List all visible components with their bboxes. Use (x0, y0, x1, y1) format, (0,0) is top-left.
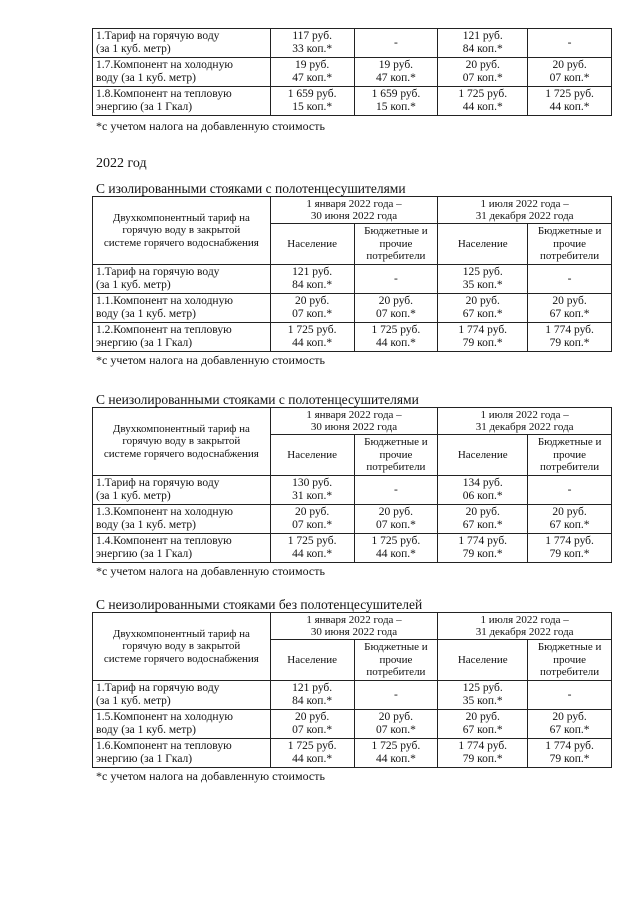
table-row (93, 710, 612, 739)
row-label: 1.8.Компонент на тепловую энергию (за 1 Гкал) (93, 87, 271, 116)
table-header-row (93, 408, 612, 435)
budget-header: Бюджетные и прочие потребители (528, 224, 612, 265)
table-row (93, 681, 612, 710)
vat-footnote: *с учетом налога на добавленную стоимость (96, 769, 325, 783)
period-header: 1 июля 2022 года – 31 декабря 2022 года (438, 408, 612, 435)
period-header: 1 января 2022 года – 30 июня 2022 года (270, 613, 438, 640)
cell-value: 1 774 руб. 79 коп.* (528, 534, 612, 563)
period-header: 1 июля 2022 года – 31 декабря 2022 года (438, 613, 612, 640)
cell-value: 125 руб. 35 коп.* (438, 265, 528, 294)
table-row (93, 323, 612, 352)
tariff-type-header: Двухкомпонентный тариф на горячую воду в закрытой системе горячего водоснабжения (93, 613, 271, 681)
cell-value: 20 руб. 67 коп.* (438, 505, 528, 534)
cell-value: 121 руб. 84 коп.* (270, 265, 354, 294)
cell-value: - (528, 476, 612, 505)
cell-value: 1 774 руб. 79 коп.* (528, 739, 612, 768)
vat-footnote: *с учетом налога на добавленную стоимость (96, 564, 325, 578)
cell-value: 1 659 руб. 15 коп.* (354, 87, 438, 116)
tariff-type-header: Двухкомпонентный тариф на горячую воду в закрытой системе горячего водоснабжения (93, 197, 271, 265)
section-title: С изолированными стояками с полотенцесушителями (96, 181, 406, 196)
budget-header: Бюджетные и прочие потребители (528, 640, 612, 681)
row-label: 1.5.Компонент на холодную воду (за 1 куб. метр) (93, 710, 271, 739)
cell-value: 1 774 руб. 79 коп.* (438, 323, 528, 352)
cell-value: 19 руб. 47 коп.* (354, 58, 438, 87)
table-header-row (93, 613, 612, 640)
cell-value: 20 руб. 07 коп.* (270, 710, 354, 739)
table-row (93, 534, 612, 563)
cell-value: 1 659 руб. 15 коп.* (270, 87, 354, 116)
cell-value: 1 725 руб. 44 коп.* (354, 739, 438, 768)
population-header: Население (438, 640, 528, 681)
tariff-table (92, 612, 612, 768)
section-title: С неизолированными стояками без полотенцесушителей (96, 597, 423, 612)
row-label: 1.6.Компонент на тепловую энергию (за 1 Гкал) (93, 739, 271, 768)
cell-value: 1 725 руб. 44 коп.* (438, 87, 528, 116)
row-label: 1.Тариф на горячую воду (за 1 куб. метр) (93, 265, 271, 294)
cell-value: - (528, 29, 612, 58)
cell-value: 1 774 руб. 79 коп.* (438, 739, 528, 768)
row-label: 1.Тариф на горячую воду (за 1 куб. метр) (93, 476, 271, 505)
cell-value: 121 руб. 84 коп.* (438, 29, 528, 58)
budget-header: Бюджетные и прочие потребители (354, 224, 438, 265)
cell-value: 20 руб. 07 коп.* (354, 710, 438, 739)
population-header: Население (438, 435, 528, 476)
year-heading: 2022 год (96, 156, 147, 171)
cell-value: 1 725 руб. 44 коп.* (354, 534, 438, 563)
row-label: 1.2.Компонент на тепловую энергию (за 1 Гкал) (93, 323, 271, 352)
row-label: 1.3.Компонент на холодную воду (за 1 куб. метр) (93, 505, 271, 534)
budget-header: Бюджетные и прочие потребители (354, 640, 438, 681)
cell-value: - (354, 476, 438, 505)
cell-value: - (354, 265, 438, 294)
row-label: 1.4.Компонент на тепловую энергию (за 1 Гкал) (93, 534, 271, 563)
population-header: Население (270, 435, 354, 476)
cell-value: 117 руб. 33 коп.* (270, 29, 354, 58)
table-row (93, 294, 612, 323)
cell-value: 20 руб. 07 коп.* (354, 294, 438, 323)
cell-value: 1 725 руб. 44 коп.* (354, 323, 438, 352)
cell-value: 1 725 руб. 44 коп.* (270, 739, 354, 768)
cell-value: 125 руб. 35 коп.* (438, 681, 528, 710)
budget-header: Бюджетные и прочие потребители (528, 435, 612, 476)
population-header: Население (438, 224, 528, 265)
cell-value: 1 725 руб. 44 коп.* (528, 87, 612, 116)
table-row (93, 739, 612, 768)
cell-value: - (354, 681, 438, 710)
tariff-table (92, 196, 612, 352)
table-header-row (93, 197, 612, 224)
vat-footnote: *с учетом налога на добавленную стоимость (96, 119, 325, 133)
row-label: 1.Тариф на горячую воду (за 1 куб. метр) (93, 29, 271, 58)
cell-value: 1 725 руб. 44 коп.* (270, 534, 354, 563)
cell-value: 1 774 руб. 79 коп.* (438, 534, 528, 563)
cell-value: - (528, 681, 612, 710)
period-header: 1 января 2022 года – 30 июня 2022 года (270, 408, 438, 435)
population-header: Население (270, 224, 354, 265)
tariff-table-continued (92, 28, 612, 116)
tariff-table (92, 407, 612, 563)
cell-value: 20 руб. 67 коп.* (438, 710, 528, 739)
row-label: 1.Тариф на горячую воду (за 1 куб. метр) (93, 681, 271, 710)
cell-value: 1 725 руб. 44 коп.* (270, 323, 354, 352)
tariff-type-header: Двухкомпонентный тариф на горячую воду в закрытой системе горячего водоснабжения (93, 408, 271, 476)
cell-value: 20 руб. 67 коп.* (438, 294, 528, 323)
row-label: 1.7.Компонент на холодную воду (за 1 куб. метр) (93, 58, 271, 87)
table-row (93, 29, 612, 58)
cell-value: 121 руб. 84 коп.* (270, 681, 354, 710)
period-header: 1 июля 2022 года – 31 декабря 2022 года (438, 197, 612, 224)
cell-value: 20 руб. 67 коп.* (528, 294, 612, 323)
budget-header: Бюджетные и прочие потребители (354, 435, 438, 476)
cell-value: 130 руб. 31 коп.* (270, 476, 354, 505)
row-label: 1.1.Компонент на холодную воду (за 1 куб. метр) (93, 294, 271, 323)
cell-value: 20 руб. 07 коп.* (354, 505, 438, 534)
population-header: Население (270, 640, 354, 681)
table-row (93, 476, 612, 505)
cell-value: 20 руб. 07 коп.* (438, 58, 528, 87)
cell-value: - (528, 265, 612, 294)
cell-value: 20 руб. 67 коп.* (528, 505, 612, 534)
cell-value: 20 руб. 07 коп.* (270, 294, 354, 323)
section-title: С неизолированными стояками с полотенцесушителями (96, 392, 419, 407)
cell-value: 20 руб. 67 коп.* (528, 710, 612, 739)
cell-value: - (354, 29, 438, 58)
table-row (93, 505, 612, 534)
cell-value: 19 руб. 47 коп.* (270, 58, 354, 87)
table-row (93, 87, 612, 116)
cell-value: 1 774 руб. 79 коп.* (528, 323, 612, 352)
table-row (93, 265, 612, 294)
table-row (93, 58, 612, 87)
cell-value: 20 руб. 07 коп.* (270, 505, 354, 534)
vat-footnote: *с учетом налога на добавленную стоимость (96, 353, 325, 367)
period-header: 1 января 2022 года – 30 июня 2022 года (270, 197, 438, 224)
cell-value: 134 руб. 06 коп.* (438, 476, 528, 505)
cell-value: 20 руб. 07 коп.* (528, 58, 612, 87)
